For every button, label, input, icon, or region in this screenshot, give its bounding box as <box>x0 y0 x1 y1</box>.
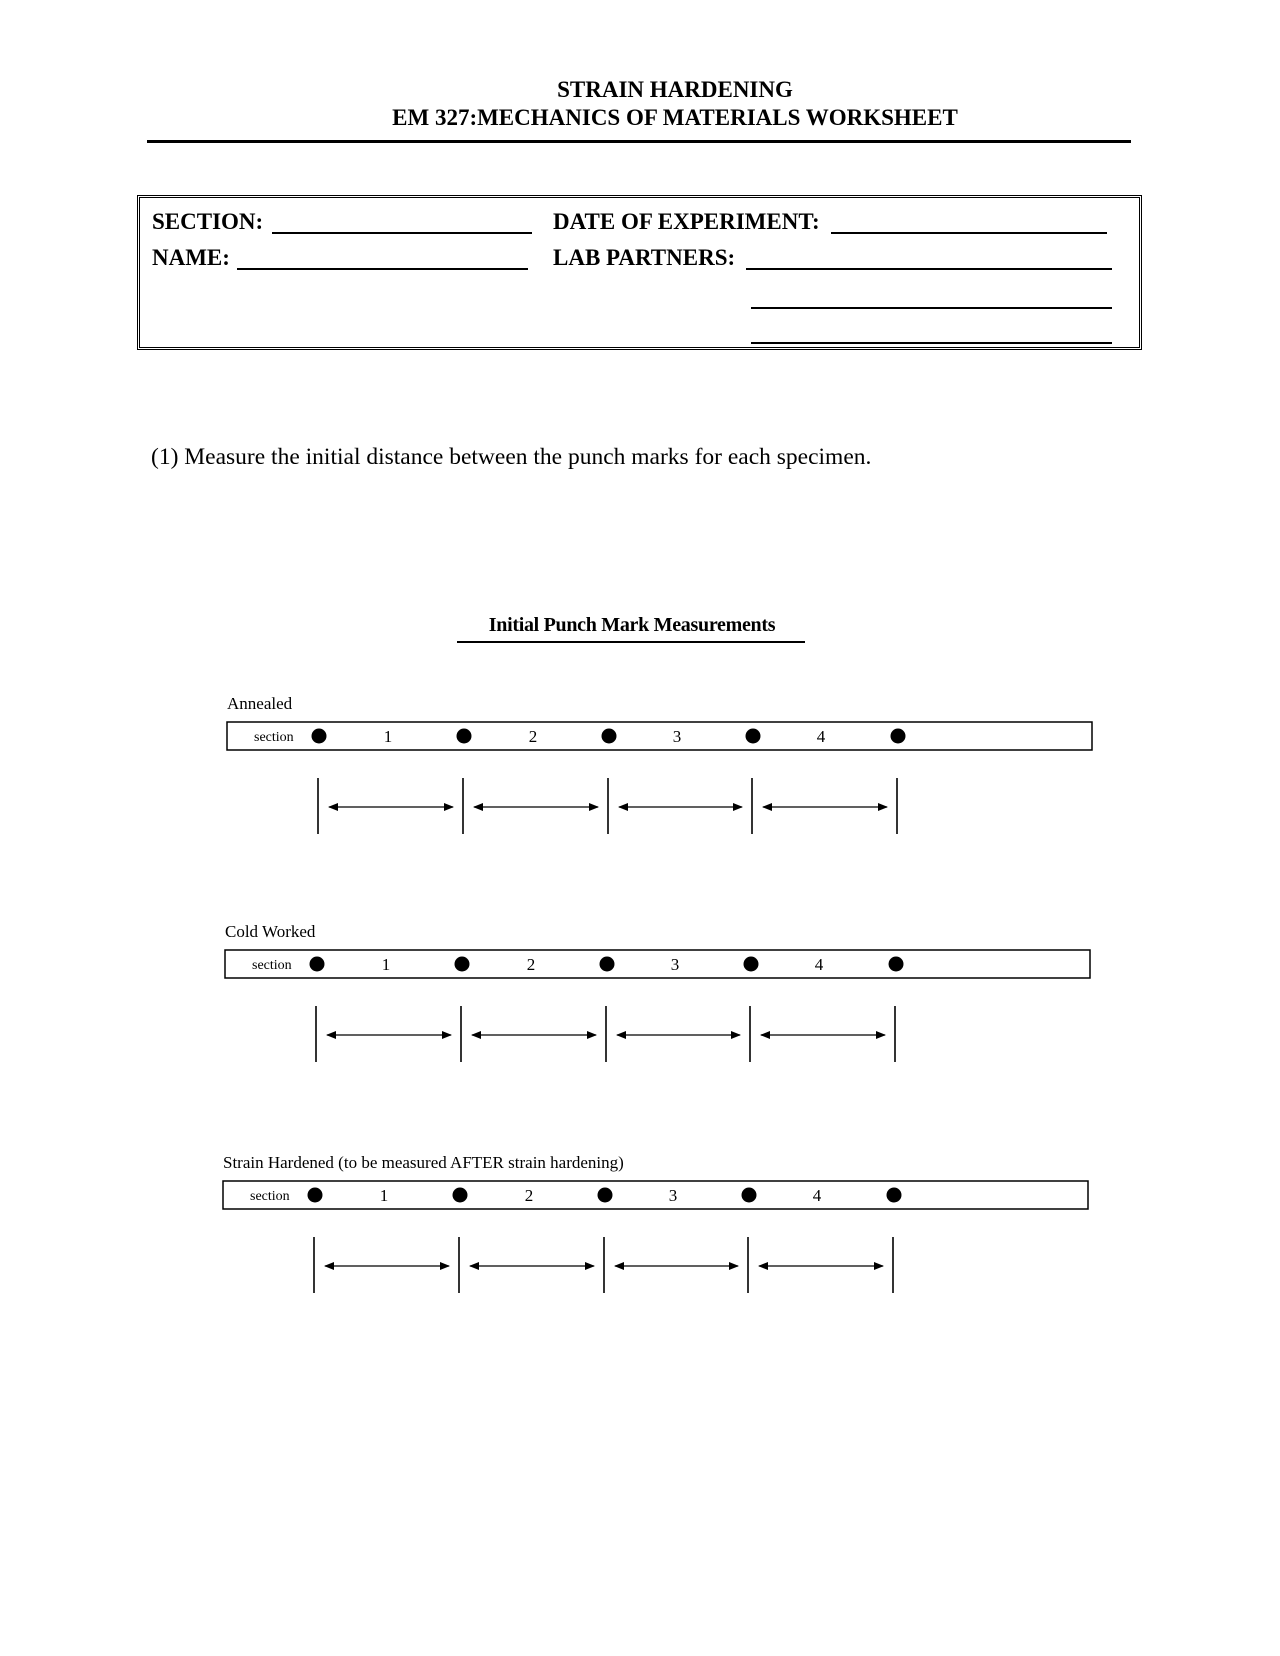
section-number-2: 2 <box>528 727 538 746</box>
section-number-4: 4 <box>814 955 824 974</box>
punch-mark-2 <box>453 1188 468 1203</box>
punch-mark-4 <box>744 957 759 972</box>
punch-mark-3 <box>600 957 615 972</box>
section-number-4: 4 <box>812 1186 822 1205</box>
diagram-title: Initial Punch Mark Measurements <box>488 614 776 636</box>
punch-mark-4 <box>742 1188 757 1203</box>
specimen-bar <box>227 722 1092 750</box>
section-word: section <box>250 1189 290 1204</box>
punch-mark-3 <box>602 729 617 744</box>
punch-mark-5 <box>891 729 906 744</box>
punch-mark-1 <box>308 1188 323 1203</box>
specimen-bar <box>223 1181 1088 1209</box>
specimen-label: Annealed <box>227 694 293 713</box>
punch-mark-1 <box>312 729 327 744</box>
section-number-1: 1 <box>381 955 391 974</box>
section-number-3: 3 <box>668 1186 678 1205</box>
section-number-4: 4 <box>816 727 826 746</box>
punch-mark-2 <box>455 957 470 972</box>
specimen-label: Cold Worked <box>225 922 316 941</box>
section-label: SECTION: <box>152 209 264 234</box>
punch-mark-5 <box>887 1188 902 1203</box>
punch-mark-4 <box>746 729 761 744</box>
punch-mark-5 <box>889 957 904 972</box>
section-number-2: 2 <box>524 1186 534 1205</box>
worksheet-title: STRAIN HARDENING <box>557 77 793 102</box>
date-label: DATE OF EXPERIMENT: <box>553 209 820 234</box>
specimen-bar <box>225 950 1090 978</box>
section-word: section <box>254 730 294 745</box>
worksheet-subtitle: EM 327:MECHANICS OF MATERIALS WORKSHEET <box>392 105 958 130</box>
punch-mark-2 <box>457 729 472 744</box>
section-number-3: 3 <box>670 955 680 974</box>
name-label: NAME: <box>152 245 230 270</box>
specimen-2 <box>225 922 1090 1062</box>
section-number-2: 2 <box>526 955 536 974</box>
punch-mark-3 <box>598 1188 613 1203</box>
section-number-1: 1 <box>383 727 393 746</box>
lab-partners-label: LAB PARTNERS: <box>553 245 736 270</box>
punch-mark-1 <box>310 957 325 972</box>
specimen-3 <box>223 1153 1088 1293</box>
section-number-3: 3 <box>672 727 682 746</box>
specimen-label: Strain Hardened (to be measured AFTER strain hardening) <box>223 1153 624 1172</box>
instruction-text: (1) Measure the initial distance between the punch marks for each specimen. <box>151 444 872 470</box>
section-word: section <box>252 958 292 973</box>
section-number-1: 1 <box>379 1186 389 1205</box>
specimen-1 <box>227 694 1092 834</box>
